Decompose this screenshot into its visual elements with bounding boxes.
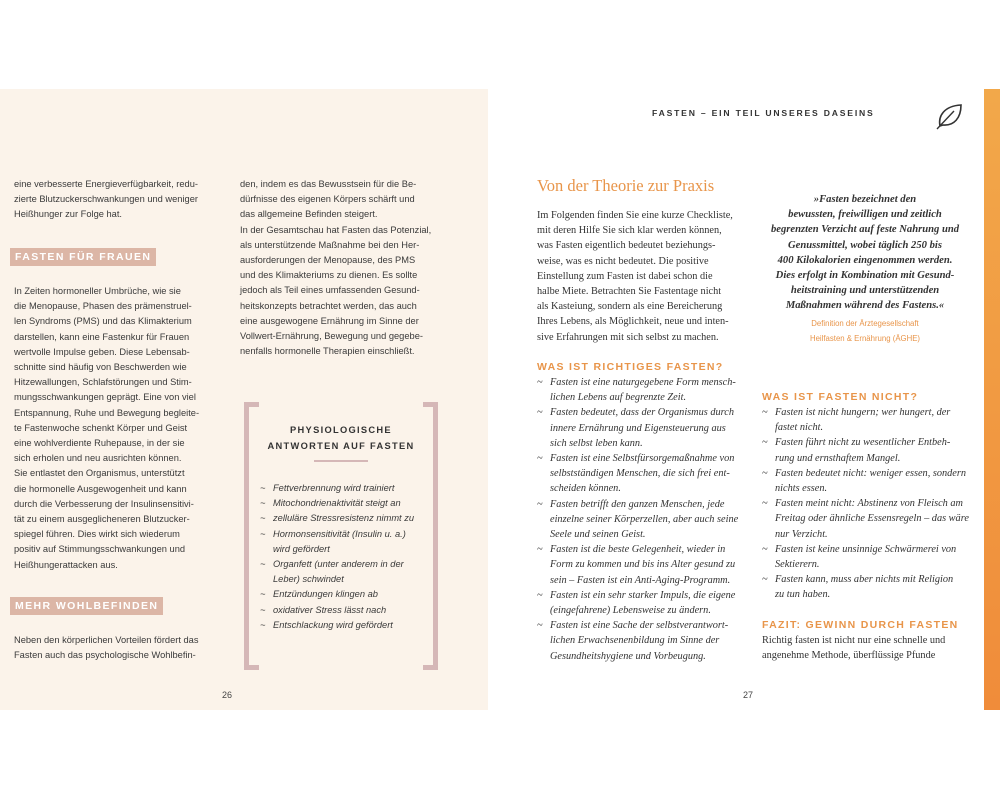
heading-theorie-praxis: Von der Theorie zur Praxis — [537, 176, 715, 195]
list-item — [537, 451, 738, 497]
tilde-marker-icon: ~ — [260, 589, 266, 600]
list-item-line: ~ Fettverbrennung wird trainiert — [273, 481, 414, 496]
list-item — [762, 435, 969, 465]
text-line: »Fasten bezeichnet den — [813, 194, 917, 205]
text-line: Dies erfolgt in Kombination mit Gesund- — [775, 270, 955, 282]
list-item-line: ~ Fasten ist nicht hungern; wer hungert, der — [775, 405, 969, 420]
list-item-line: Leber) schwindet — [273, 574, 344, 585]
quote-source — [755, 316, 975, 346]
text-line: Fasten auch das psychologische Wohlbefin- — [14, 650, 196, 661]
tilde-marker-icon: ~ — [762, 543, 768, 555]
text-line: heitstraining und unterstützenden — [790, 285, 940, 297]
definition-quote — [755, 192, 975, 314]
leaf-icon — [934, 102, 964, 130]
tilde-marker-icon: ~ — [537, 453, 543, 465]
list-item-line: ~ Fasten kann, muss aber nichts mit Religion — [775, 572, 969, 587]
list-item-line: ~ Fasten ist ein sehr starker Impuls, die eigene — [550, 588, 738, 603]
text-line: wertvolle Impulse geben. Diese Lebensab- — [14, 346, 190, 357]
list-item-line: Form zu kommen und bis ins Alter gesund zu — [550, 559, 736, 571]
tilde-marker-icon: ~ — [260, 604, 266, 615]
box-divider — [314, 460, 368, 462]
text-line: dürfnisse des eigenen Körpers schärft und — [240, 194, 415, 205]
running-head: FASTEN – EIN TEIL UNSERES DASEINS — [652, 108, 875, 118]
list-item-line: ~ Fasten bedeutet nicht: weniger essen, sondern — [775, 466, 969, 481]
wohlbefinden-paragraph — [14, 633, 199, 663]
tilde-marker-icon: ~ — [762, 498, 768, 510]
box-title — [262, 422, 420, 454]
list-item-line: ~ oxidativer Stress lässt nach — [273, 603, 414, 618]
text-line: nenfalls hormonelle Therapien einschließt. — [240, 346, 415, 357]
list-item-line: Freitag oder ähnliche Essensregeln – das wäre — [775, 513, 969, 525]
heading-mehr-wohlbefinden: MEHR WOHLBEFINDEN — [10, 597, 163, 615]
text-line: mungsschwankungen geprägt. Eine von viel — [14, 392, 196, 403]
text-line: Heilfasten & Ernährung (ÄGHE) — [809, 334, 921, 344]
text-line: Sie entlastet den Organismus, unterstützt — [14, 468, 185, 479]
list-item-line: ~ Fasten führt nicht zu wesentlicher Entbeh- — [775, 435, 969, 450]
text-line: Entspannung, Ruhe und Bewegung begleite- — [14, 407, 200, 418]
text-line: te Fastenwoche schenkt Körper und Geist — [14, 422, 188, 433]
list-item — [762, 496, 969, 542]
text-line: heitskonzepts betrachtet werden, das auch — [240, 300, 417, 311]
text-line: ausforderungen der Menopause, des PMS — [240, 255, 416, 266]
frauen-paragraph — [14, 284, 199, 573]
list-item — [537, 497, 739, 543]
text-line: eine ausgewogene Ernährung im Sinne der — [240, 315, 419, 326]
list-item-line: ~ Fasten ist eine naturgegebene Form mensch- — [550, 375, 738, 390]
text-line: jedoch als Teil eines umfassenden Gesund- — [240, 285, 420, 296]
text-line: PHYSIOLOGISCHE — [290, 425, 392, 435]
text-line: was Fasten eigentlich bedeutet beziehungs- — [537, 240, 716, 252]
list-item — [260, 496, 414, 511]
list-item-line: ~ Fasten bedeutet, dass der Organismus durch — [550, 405, 738, 420]
list-item-line: ~ zelluläre Stressresistenz nimmt zu — [273, 511, 414, 526]
list-item-line: ~ Fasten ist eine Selbstfürsorgemaßnahme von — [550, 451, 738, 466]
list-item-line: ~ Fasten meint nicht: Abstinenz von Fleisch am — [775, 496, 969, 511]
list-item — [260, 527, 414, 557]
text-line: ANTWORTEN AUF FASTEN — [267, 441, 415, 451]
box-bracket-left — [244, 402, 259, 670]
list-item — [762, 405, 969, 435]
text-line: Im Folgenden finden Sie eine kurze Checkliste, — [537, 210, 733, 221]
tilde-marker-icon: ~ — [537, 544, 543, 556]
text-line: bewussten, freiwilligen und zeitlich — [788, 209, 942, 221]
list-item-line: (eingefahrene) Lebensweise zu ändern. — [550, 605, 711, 617]
text-line: Heißhungerattacken aus. — [14, 559, 118, 570]
list-item-line: fastet nicht. — [775, 422, 824, 434]
list-item — [537, 375, 738, 405]
text-line: weise, was es nicht bedeutet. Die positive — [537, 255, 709, 267]
list-item-line: lichen Lebens auf begrenzte Zeit. — [550, 392, 687, 404]
text-line: Einstellung zum Fasten ist dabei schon die — [537, 270, 713, 282]
page-number-right: 27 — [743, 690, 754, 700]
tilde-marker-icon: ~ — [537, 620, 543, 632]
list-item-line: sein – Fasten ist ein Anti-Aging-Programm. — [550, 574, 731, 586]
text-line: Genussmittel, wobei täglich 250 bis — [788, 239, 942, 251]
text-line: als unterstützende Maßnahme bei den Her- — [240, 239, 420, 250]
list-item — [260, 511, 415, 526]
column2-paragraph — [240, 177, 431, 359]
text-line: schnitte sind häufig von Beschwerden wie — [14, 362, 187, 373]
list-item-line: sich selbst leben kann. — [550, 437, 643, 449]
intro-paragraph — [14, 177, 198, 223]
fasten-nicht-list — [762, 405, 969, 603]
list-item-line: ~ Mitochondrienaktivität steigt an — [273, 496, 414, 511]
text-line: die Menopause, Phasen des prämenstruel- — [14, 301, 192, 312]
text-line: den, indem es das Bewusstsein für die Be- — [240, 179, 417, 189]
list-item — [537, 542, 738, 588]
text-line: halbe Miete. Betrachten Sie Fastentage nicht — [537, 286, 722, 298]
tilde-marker-icon: ~ — [537, 407, 543, 419]
text-line: Richtig fasten ist nicht nur eine schnelle und — [762, 635, 946, 646]
list-item-line: zu tun haben. — [775, 589, 831, 601]
text-line: Ihres Lebens, als Möglichkeit, neue und inten- — [537, 316, 729, 328]
list-item — [762, 466, 969, 496]
text-line: 400 Kilokalorien eingenommen werden. — [777, 254, 953, 266]
text-line: Hitzewallungen, Schlafstörungen und Stim- — [14, 377, 192, 388]
tilde-marker-icon: ~ — [762, 467, 768, 479]
text-line: sive Erfahrungen mit sich selbst zu machen. — [537, 331, 719, 343]
praxis-intro-paragraph — [537, 208, 733, 345]
list-item — [762, 572, 969, 602]
list-item-line: lichen Erwachsenenbildung im Sinne der — [550, 635, 720, 647]
text-line: Maßnahmen während des Fastens.« — [785, 300, 945, 312]
text-line: durch die Verbesserung der Insulinsensitivi- — [14, 498, 194, 509]
list-item-line: Gesundheitshygiene und Vorbeugung. — [550, 650, 706, 662]
tilde-marker-icon: ~ — [537, 498, 543, 510]
tilde-marker-icon: ~ — [762, 574, 768, 586]
list-item-line: ~ Fasten betrifft den ganzen Menschen, jede — [550, 497, 738, 512]
list-item — [260, 557, 414, 587]
tilde-marker-icon: ~ — [260, 483, 266, 493]
tilde-marker-icon: ~ — [762, 437, 768, 449]
list-item — [260, 481, 414, 496]
text-line: tät zu einem ausgeglicheneren Blutzucker- — [14, 514, 190, 525]
heading-fasten-fuer-frauen: FASTEN FÜR FRAUEN — [10, 248, 156, 266]
text-line: spiegel führen. Dies wirkt sich wiederum — [14, 529, 180, 540]
box-bracket-right — [423, 402, 438, 670]
text-line: Vollwert-Ernährung, Bewegung und gegebe- — [240, 331, 423, 342]
heading-fasten-nicht: WAS IST FASTEN NICHT? — [762, 391, 919, 403]
tilde-marker-icon: ~ — [260, 619, 266, 630]
tilde-marker-icon: ~ — [762, 407, 768, 418]
richtiges-fasten-list — [537, 375, 739, 664]
text-line: angenehme Methode, überflüssige Pfunde — [762, 650, 936, 662]
text-line: len Syndroms (PMS) und das Klimakterium — [14, 316, 192, 327]
list-item-line: ~ Fasten ist keine unsinnige Schwärmerei von — [775, 542, 969, 557]
text-line: Neben den körperlichen Vorteilen fördert das — [14, 635, 199, 645]
list-item-line: ~ Entschlackung wird gefördert — [273, 618, 414, 633]
list-item-line: rung und ernsthaftem Mangel. — [775, 452, 901, 464]
heading-fazit: FAZIT: GEWINN DURCH FASTEN — [762, 619, 959, 631]
list-item-line: Seele und seinen Geist. — [550, 529, 646, 541]
text-line: zierte Blutzuckerschwankungen und weniger — [14, 194, 198, 205]
list-item — [537, 618, 738, 664]
list-item — [260, 618, 414, 633]
list-item-line: innere Ernährung und Eigensteuerung aus — [550, 422, 726, 434]
text-line: eine wohlverdiente Ruhepause, in der sie — [14, 438, 185, 449]
list-item — [260, 587, 414, 602]
list-item — [537, 405, 738, 451]
text-line: die hormonelle Ausgewogenheit und kann — [14, 483, 187, 494]
tilde-marker-icon: ~ — [260, 559, 266, 570]
text-line: positiv auf Stimmungsschwankungen und — [14, 544, 186, 555]
list-item-line: ~ Organfett (unter anderem in der — [273, 557, 414, 572]
text-line: Heißhunger zur Folge hat. — [14, 209, 123, 220]
list-item-line: ~ Entzündungen klingen ab — [273, 587, 414, 602]
text-line: In Zeiten hormoneller Umbrüche, wie sie — [14, 286, 181, 296]
list-item-line: wird gefördert — [273, 543, 330, 554]
list-item-line: scheiden können. — [550, 483, 621, 495]
list-item — [537, 588, 738, 618]
text-line: mit deren Hilfe Sie sich klar werden können, — [537, 225, 722, 237]
list-item — [260, 603, 414, 618]
tilde-marker-icon: ~ — [537, 377, 543, 388]
page-edge-tab — [984, 89, 1000, 710]
list-item-line: einzelne seiner Körperzellen, aber auch seine — [550, 513, 739, 525]
text-line: als Kasteiung, sondern als eine Bereicherung — [537, 301, 723, 313]
text-line: eine verbesserte Energieverfügbarkeit, redu- — [14, 179, 198, 189]
list-item-line: ~ Fasten ist die beste Gelegenheit, wieder in — [550, 542, 738, 557]
tilde-marker-icon: ~ — [260, 528, 266, 539]
list-item — [762, 542, 969, 572]
fazit-paragraph — [762, 633, 945, 663]
list-item-line: nur Verzicht. — [775, 528, 828, 540]
list-item-line: nichts essen. — [775, 483, 828, 495]
text-line: sich erholen und neu ausrichten können. — [14, 453, 182, 464]
list-item-line: ~ Fasten ist eine Sache der selbstverantwort- — [550, 618, 738, 633]
text-line: Definition der Ärztegesellschaft — [811, 319, 919, 328]
text-line: begrenzten Verzicht auf feste Nahrung und — [770, 224, 960, 236]
physiologische-antworten-list — [260, 481, 415, 633]
tilde-marker-icon: ~ — [260, 513, 266, 524]
tilde-marker-icon: ~ — [260, 498, 266, 509]
text-line: darstellen, kann eine Fastenkur für Frauen — [14, 331, 190, 342]
list-item-line: Sektierern. — [775, 559, 820, 571]
heading-richtiges-fasten: WAS IST RICHTIGES FASTEN? — [537, 361, 724, 373]
text-line: und des Klimakteriums zu dienen. Es sollte — [240, 270, 418, 281]
list-item-line: ~ Hormonsensitivität (Insulin u. a.) — [273, 527, 414, 542]
text-line: das allgemeine Befinden steigert. — [240, 209, 378, 220]
text-line: In der Gesamtschau hat Fasten das Potenzial, — [240, 224, 432, 235]
tilde-marker-icon: ~ — [537, 589, 543, 601]
list-item-line: selbstständigen Menschen, die sich frei ent- — [550, 468, 730, 480]
page-number-left: 26 — [222, 690, 233, 700]
